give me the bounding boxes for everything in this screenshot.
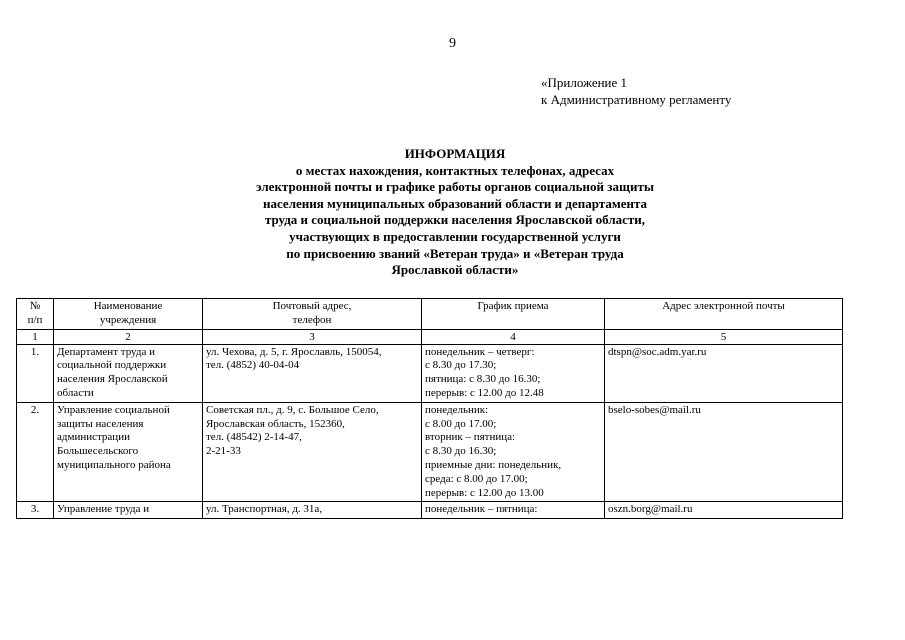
institution-name: [54, 344, 203, 402]
cell-line: пятница: с 8.30 до 16.30;: [425, 373, 541, 386]
cell-line: перерыв: с 12.00 до 13.00: [425, 486, 544, 499]
table-header-row: [17, 299, 843, 330]
table-row: [17, 402, 843, 502]
postal-address: [203, 502, 422, 519]
column-number: 3: [203, 329, 422, 344]
cell-line: ул. Чехова, д. 5, г. Ярославль, 150054,: [206, 345, 382, 358]
appendix-note: [541, 74, 731, 108]
title-heading: ИНФОРМАЦИЯ: [404, 146, 506, 161]
cell-line: с 8.30 до 16.30;: [425, 445, 497, 458]
header-number: № п/п: [17, 299, 54, 330]
reception-schedule: [422, 402, 605, 502]
reception-schedule: [422, 344, 605, 402]
title-line: Ярославкой области»: [391, 262, 519, 278]
cell-line: Департамент труда и: [57, 345, 155, 358]
postal-address: [203, 402, 422, 502]
cell-line: перерыв: с 12.00 до 12.48: [425, 386, 544, 399]
cell-line: понедельник – четверг:: [425, 345, 535, 358]
title-line: о местах нахождения, контактных телефонах, адресах: [295, 162, 615, 178]
table-row: [17, 502, 843, 519]
column-number: 2: [54, 329, 203, 344]
cell-line: муниципального района: [57, 458, 171, 471]
table-row: [17, 344, 843, 402]
column-number-row: [17, 329, 843, 344]
header-email: Адрес электронной почты: [605, 299, 843, 330]
header-institution: Наименование учреждения: [54, 299, 203, 330]
row-number: 1.: [17, 344, 54, 402]
row-number: 3.: [17, 502, 54, 519]
header-schedule: График приема: [422, 299, 605, 330]
title-line: населения муниципальных образований области и департамента: [263, 195, 647, 211]
column-number: 4: [422, 329, 605, 344]
cell-line: понедельник – пятница:: [425, 503, 538, 516]
cell-line: Ярославская область, 152360,: [206, 417, 345, 430]
info-table: [16, 298, 843, 519]
title-line: электронной почты и графике работы органов социальной защиты: [256, 179, 654, 195]
cell-line: приемные дни: понедельник,: [425, 458, 562, 471]
column-number: 1: [17, 329, 54, 344]
cell-line: области: [57, 386, 94, 399]
row-number: 2.: [17, 402, 54, 502]
institution-name: [54, 502, 203, 519]
cell-line: вторник – пятница:: [425, 431, 516, 444]
cell-line: администрации: [57, 431, 130, 444]
institution-name: [54, 402, 203, 502]
title-line: участвующих в предоставлении государственной услуги: [289, 228, 621, 244]
cell-line: среда: с 8.00 до 17.00;: [425, 472, 528, 485]
email-address: bselo-sobes@mail.ru: [605, 402, 843, 502]
title-line: труда и социальной поддержки населения Ярославской области,: [264, 212, 646, 228]
email-address: oszn.borg@mail.ru: [605, 502, 843, 519]
cell-line: тел. (4852) 40-04-04: [206, 359, 300, 372]
cell-line: социальной поддержки: [57, 359, 167, 372]
cell-line: защиты населения: [57, 417, 144, 430]
document-title: [150, 146, 760, 279]
column-number: 5: [605, 329, 843, 344]
postal-address: [203, 344, 422, 402]
cell-line: Управление труда и: [57, 503, 150, 516]
cell-line: понедельник:: [425, 403, 489, 416]
cell-line: с 8.00 до 17.00;: [425, 417, 497, 430]
cell-line: тел. (48542) 2-14-47,: [206, 431, 302, 444]
title-line: по присвоению званий «Ветеран труда» и «Ветеран труда: [286, 245, 624, 261]
cell-line: населения Ярославской: [57, 373, 168, 386]
appendix-line-1: «Приложение 1: [541, 75, 628, 90]
appendix-line-2: к Административному регламенту: [541, 92, 732, 107]
cell-line: ул. Транспортная, д. 31а,: [206, 503, 323, 516]
cell-line: Советская пл., д. 9, с. Большое Село,: [206, 403, 379, 416]
header-address: Почтовый адрес, телефон: [203, 299, 422, 330]
reception-schedule: [422, 502, 605, 519]
cell-line: Управление социальной: [57, 403, 170, 416]
page-number: 9: [449, 36, 456, 51]
cell-line: Большесельского: [57, 445, 139, 458]
cell-line: 2-21-33: [206, 445, 241, 458]
cell-line: с 8.30 до 17.30;: [425, 359, 497, 372]
email-address: dtspn@soc.adm.yar.ru: [605, 344, 843, 402]
